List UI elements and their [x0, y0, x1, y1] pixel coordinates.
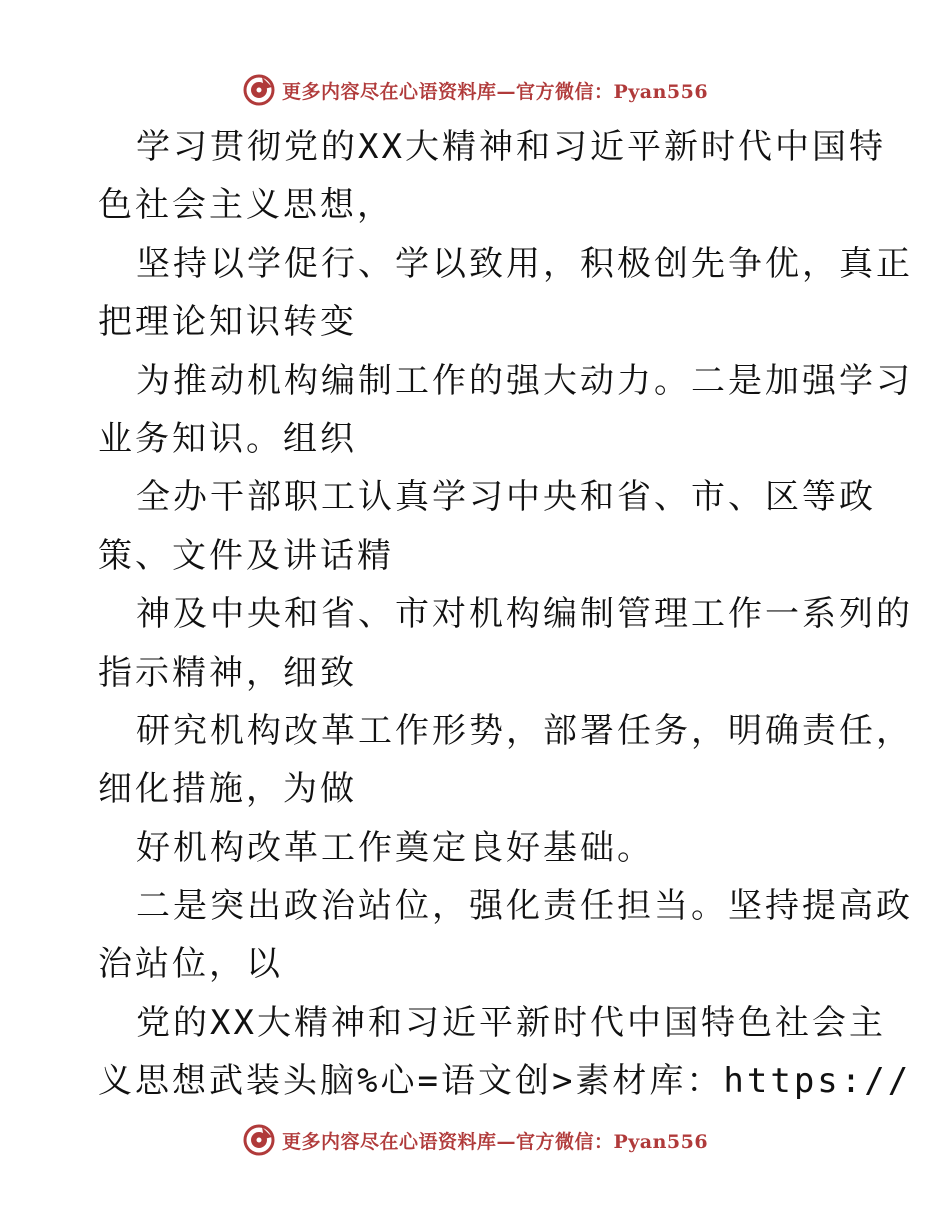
text-line: 为推动机构编制工作的强大动力。二是加强学习 — [136, 360, 913, 401]
text-line: 研究机构改革工作形势，部署任务，明确责任， — [136, 710, 913, 751]
text-line: 治站位，以 — [98, 944, 283, 985]
text-line: 义思想武装头脑%心=语文创>素材库：https:// — [98, 1061, 912, 1102]
text-line: 业务知识。组织 — [98, 418, 357, 459]
text-line: 坚持以学促行、学以致用，积极创先争优，真正 — [136, 243, 913, 284]
pen-nib-logo-icon — [242, 1123, 276, 1157]
document-body — [98, 118, 913, 1111]
text-line: 指示精神，细致 — [98, 652, 357, 693]
text-line: 色社会主义思想， — [98, 185, 394, 226]
pen-nib-logo-icon — [242, 73, 276, 107]
text-line: 神及中央和省、市对机构编制管理工作一系列的 — [136, 594, 913, 635]
text-line: 二是突出政治站位，强化责任担当。坚持提高政 — [136, 886, 913, 927]
text-line: 党的XX大精神和习近平新时代中国特色社会主 — [136, 1002, 886, 1043]
header-banner — [0, 70, 950, 110]
banner-text: 更多内容尽在心语资料库—官方微信：Pyan556 — [281, 80, 709, 103]
text-line: 全办干部职工认真学习中央和省、市、区等政 — [136, 477, 876, 518]
text-line: 好机构改革工作奠定良好基础。 — [136, 827, 654, 868]
text-line: 策、文件及讲话精 — [98, 535, 394, 576]
text-line: 学习贯彻党的XX大精神和习近平新时代中国特 — [136, 127, 886, 167]
footer-banner — [0, 1120, 950, 1160]
banner-text: 更多内容尽在心语资料库—官方微信：Pyan556 — [281, 1130, 709, 1153]
text-line: 细化措施，为做 — [98, 769, 357, 810]
text-line: 把理论知识转变 — [98, 302, 357, 343]
